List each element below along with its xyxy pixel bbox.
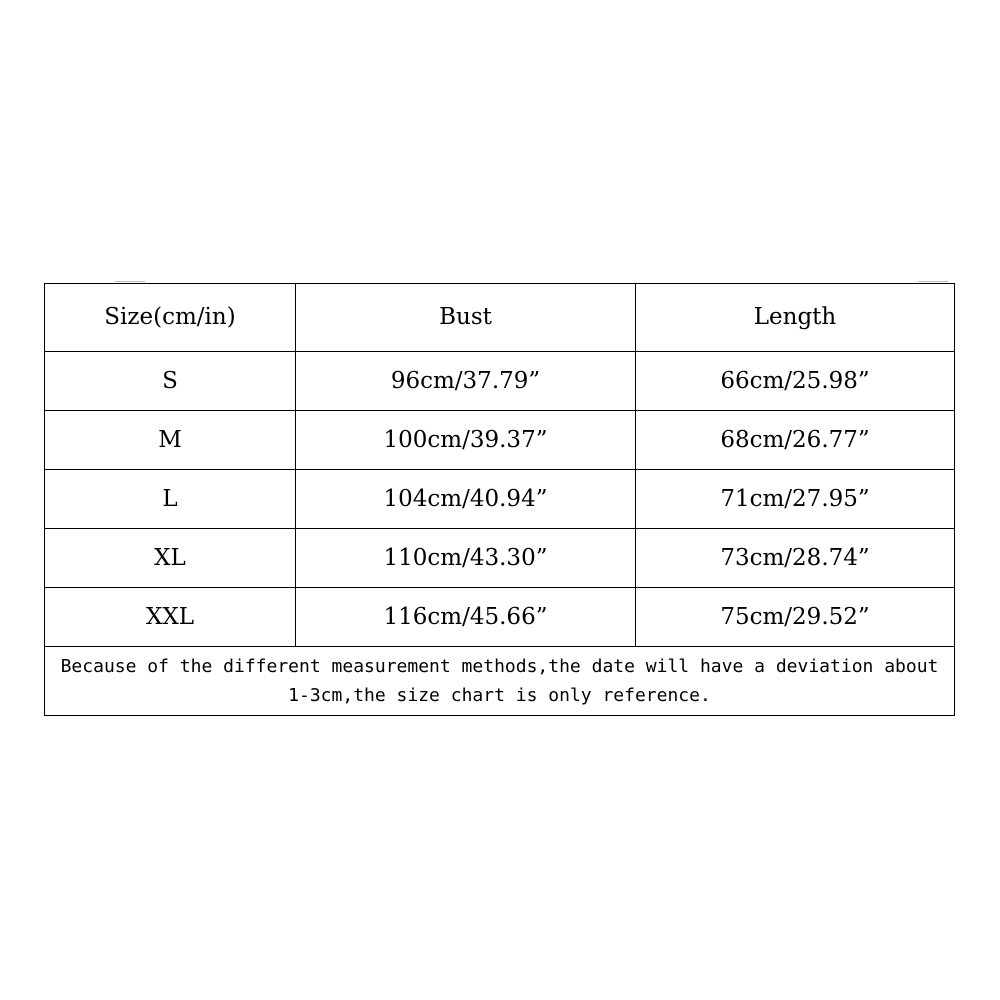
size-cell: S <box>45 352 296 411</box>
bust-cell: 110cm/43.30” <box>296 529 636 588</box>
corner-mark-right <box>918 281 948 282</box>
header-bust: Bust <box>296 284 636 352</box>
table-row <box>45 470 955 529</box>
note-row <box>45 647 955 716</box>
bust-cell: 96cm/37.79” <box>296 352 636 411</box>
length-cell: 71cm/27.95” <box>636 470 955 529</box>
size-cell: L <box>45 470 296 529</box>
corner-mark-left <box>115 281 145 282</box>
table-row <box>45 588 955 647</box>
header-size: Size(cm/in) <box>45 284 296 352</box>
size-cell: XXL <box>45 588 296 647</box>
table-row <box>45 529 955 588</box>
bust-cell: 116cm/45.66” <box>296 588 636 647</box>
measurement-note: Because of the different measurement methods,the date will have a deviation about 1-3cm,the size chart is only reference. <box>45 647 955 716</box>
length-cell: 66cm/25.98” <box>636 352 955 411</box>
length-cell: 73cm/28.74” <box>636 529 955 588</box>
length-cell: 68cm/26.77” <box>636 411 955 470</box>
table-row <box>45 352 955 411</box>
header-row <box>45 284 955 352</box>
length-cell: 75cm/29.52” <box>636 588 955 647</box>
header-length: Length <box>636 284 955 352</box>
size-cell: M <box>45 411 296 470</box>
size-chart-table <box>44 283 955 716</box>
size-cell: XL <box>45 529 296 588</box>
bust-cell: 104cm/40.94” <box>296 470 636 529</box>
table-row <box>45 411 955 470</box>
bust-cell: 100cm/39.37” <box>296 411 636 470</box>
